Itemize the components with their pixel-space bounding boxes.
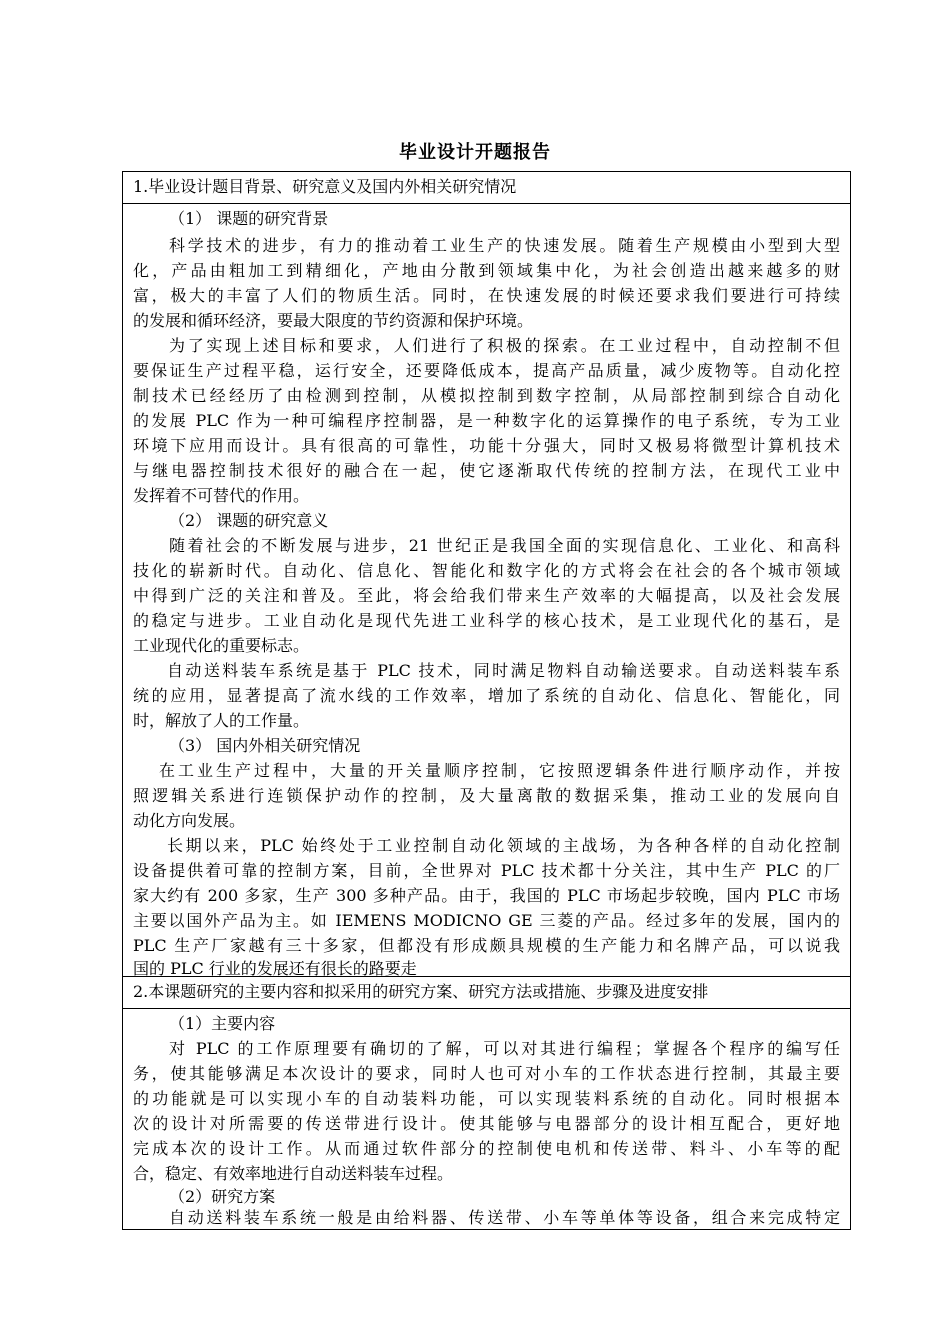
- section2-subheading-plan: （2）研究方案: [169, 1187, 276, 1206]
- section1-header: 1.毕业设计题目背景、研究意义及国内外相关研究情况: [123, 172, 850, 204]
- section1-subheading-significance: （2） 课题的研究意义: [169, 511, 329, 530]
- paragraph-line: 自动送料装车系统一般是由给料器、传送带、小车等单体等设备，组合来完成特定: [169, 1208, 840, 1227]
- page-title: 毕业设计开题报告: [399, 142, 551, 163]
- paragraph-line: 长期以来，PLC 始终处于工业控制自动化领域的主战场，为各种各样的自动化控制: [167, 836, 840, 855]
- paragraph-line: 环境下应用而设计。具有很高的可靠性，功能十分强大，同时又极易将微型计算机技术: [133, 436, 840, 455]
- paragraph-line: 家大约有 200 多家，生产 300 多种产品。由于，我国的 PLC 市场起步较晚，国内 PLC 市场: [133, 886, 840, 905]
- paragraph-line: 主要以国外产品为主。如 IEMENS MODICNO GE 三菱的产品。经过多年的发展，国内的: [133, 911, 840, 930]
- report-table: [122, 171, 851, 1230]
- paragraph-line: 对 PLC 的工作原理要有确切的了解，可以对其进行编程；掌握各个程序的编写任: [169, 1039, 840, 1058]
- section2-subheading-content: （1）主要内容: [169, 1014, 276, 1033]
- paragraph-line: 自动送料装车系统是基于 PLC 技术，同时满足物料自动输送要求。自动送料装车系: [167, 661, 840, 680]
- section2-header: 2.本课题研究的主要内容和拟采用的研究方案、研究方法或措施、步骤及进度安排: [123, 976, 850, 1009]
- paragraph-line: 统的应用，显著提高了流水线的工作效率，增加了系统的自动化、信息化、智能化，同: [133, 686, 840, 705]
- paragraph-line: 工业现代化的重要标志。: [133, 636, 310, 655]
- paragraph-line: 的稳定与进步。工业自动化是现代先进工业科学的核心技术，是工业现代化的基石，是: [133, 611, 840, 630]
- paragraph-line: 的发展 PLC 作为一种可编程序控制器，是一种数字化的运算操作的电子系统，专为工业: [133, 411, 840, 430]
- paragraph-line: 次的设计对所需要的传送带进行设计。使其能够与电器部分的设计相互配合，更好地: [133, 1114, 840, 1133]
- paragraph-line: 的功能就是可以实现小车的自动装料功能，可以实现装料系统的自动化。同时根据本: [133, 1089, 840, 1108]
- paragraph-line: 技化的崭新时代。自动化、信息化、智能化和数字化的方式将会在社会的各个城市领域: [133, 561, 840, 580]
- paragraph-line: 化，产品由粗加工到精细化，产地由分散到领域集中化，为社会创造出越来越多的财: [133, 261, 840, 280]
- section1-subheading-related-research: （3） 国内外相关研究情况: [169, 736, 361, 755]
- paragraph-line: 完成本次的设计工作。从而通过软件部分的控制使电机和传送带、料斗、小车等的配: [133, 1139, 840, 1158]
- paragraph-line: 在工业生产过程中，大量的开关量顺序控制，它按照逻辑条件进行顺序动作，并按: [159, 761, 840, 780]
- paragraph-line: PLC 生产厂家越有三十多家，但都没有形成颇具规模的生产能力和名牌产品，可以说我: [133, 936, 840, 955]
- paragraph-line: 照逻辑关系进行连锁保护动作的控制，及大量离散的数据采集，推动工业的发展向自: [133, 786, 840, 805]
- paragraph-line: 的发展和循环经济，要最大限度的节约资源和保护环境。: [133, 311, 534, 330]
- paragraph-line: 与继电器控制技术很好的融合在一起，使它逐渐取代传统的控制方法，在现代工业中: [133, 461, 840, 480]
- paragraph-line: 科学技术的进步，有力的推动着工业生产的快速发展。随着生产规模由小型到大型: [169, 236, 840, 255]
- paragraph-line: 要保证生产过程平稳，运行安全，还要降低成本，提高产品质量，减少废物等。自动化控: [133, 361, 840, 380]
- paragraph-line: 发挥着不可替代的作用。: [133, 486, 310, 505]
- section1-subheading-background: （1） 课题的研究背景: [169, 209, 329, 228]
- paragraph-line: 时，解放了人的工作量。: [133, 711, 310, 730]
- paragraph-line: 随着社会的不断发展与进步，21 世纪正是我国全面的实现信息化、工业化、和高科: [169, 536, 840, 555]
- paragraph-line: 为了实现上述目标和要求，人们进行了积极的探索。在工业过程中，自动控制不但: [169, 336, 840, 355]
- paragraph-line: 国的 PLC 行业的发展还有很长的路要走: [133, 959, 417, 978]
- paragraph-line: 富，极大的丰富了人们的物质生活。同时，在快速发展的时候还要求我们要进行可持续: [133, 286, 840, 305]
- paragraph-line: 合，稳定、有效率地进行自动送料装车过程。: [133, 1164, 454, 1183]
- paragraph-line: 动化方向发展。: [133, 811, 246, 830]
- paragraph-line: 制技术已经经历了由检测到控制，从模拟控制到数字控制，从局部控制到综合自动化: [133, 386, 840, 405]
- paragraph-line: 设备提供着可靠的控制方案，目前，全世界对 PLC 技术都十分关注，其中生产 PLC 的厂: [133, 861, 840, 880]
- paragraph-line: 中得到广泛的关注和普及。至此，将会给我们带来生产效率的大幅提高，以及社会发展: [133, 586, 840, 605]
- paragraph-line: 务，使其能够满足本次设计的要求，同时人也可对小车的工作状态进行控制，其最主要: [133, 1064, 840, 1083]
